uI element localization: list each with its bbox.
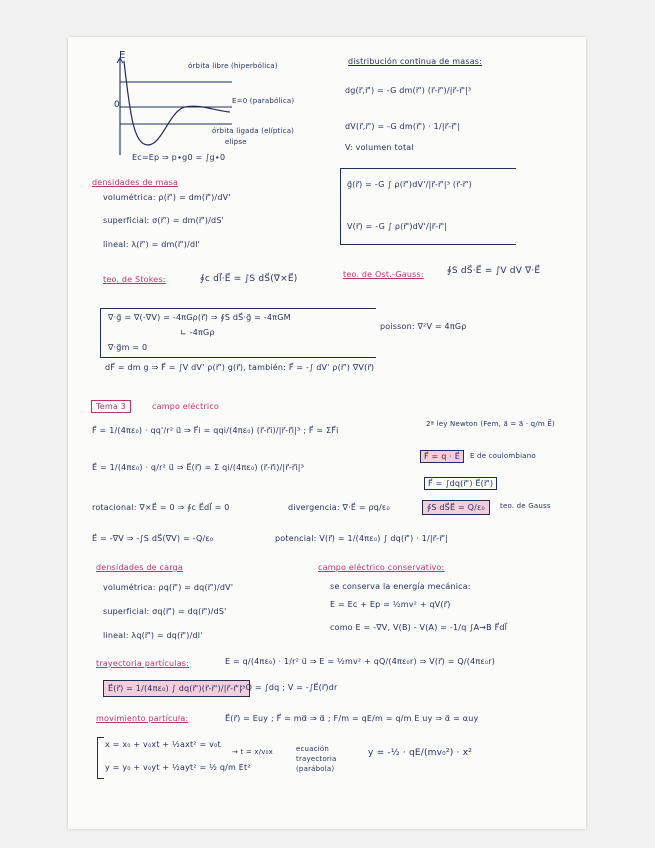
trayectoria-heading: trayectoria partículas: bbox=[96, 659, 190, 668]
movimiento-eq: E⃗(r⃗) = Euy ; F⃗ = mα⃗ ⇒ α⃗ ; F/m = qE/m = q/m E uy ⇒ α⃗ = αuy bbox=[225, 714, 479, 723]
motion-x: x = x₀ + v₀xt + ½axt² = v₀t bbox=[105, 740, 221, 749]
e-zero-label: E=0 (parabólica) bbox=[232, 97, 295, 105]
divergence-line1b: ∟ -4πGρ bbox=[180, 328, 215, 337]
tema3-tag: Tema 3 bbox=[91, 400, 131, 413]
densidad-lineal: lineal: λ(r⃗') = dm(r⃗')/dl' bbox=[103, 240, 201, 249]
trayectoria-final-equation: y = -½ · qE/(mv₀²) · x² bbox=[368, 748, 473, 758]
force-charge-box: F⃗ = q · E⃗ bbox=[420, 450, 464, 463]
motion-y: y = y₀ + v₀yt + ½ayt² = ½ q/m Et² bbox=[105, 763, 251, 772]
motion-t: → t = x/v₀x bbox=[232, 748, 273, 756]
densidades-masa-heading: densidades de masa bbox=[92, 178, 179, 187]
densidad-superficial: superficial: σ(r⃗') = dm(r⃗')/dS' bbox=[103, 216, 224, 225]
field-integral-box: E⃗(r⃗) = 1/(4πε₀) ∫ dq(r⃗')(r⃗-r⃗')/|r⃗-r⃗'|³ bbox=[103, 680, 250, 697]
stokes-equation: ∮c dl⃗·E⃗ = ∫S dS⃗(∇×E⃗) bbox=[200, 274, 298, 284]
coulomb-note: E de coulombiano bbox=[470, 452, 536, 460]
dv-equation: dV(r⃗,r⃗') = -G dm(r⃗') · 1/|r⃗-r⃗'| bbox=[345, 122, 461, 131]
motion-brace bbox=[97, 737, 104, 779]
trayectoria-eq2: ; Q = ∫dq ; V = -∫E⃗(r⃗)dr bbox=[240, 683, 338, 692]
conservativo-line1: se conserva la energía mecánica: bbox=[330, 582, 471, 591]
conservativo-heading: campo eléctrico conservativo: bbox=[318, 563, 445, 572]
tema3-title: campo eléctrico bbox=[152, 402, 220, 411]
poisson-equation: poisson: ∇²V = 4πGρ bbox=[380, 322, 467, 331]
gauss-law-box: ∮S dS⃗E⃗ = Q/ε₀ bbox=[422, 500, 490, 515]
g-field-integral: g⃗(r⃗) = -G ∫ ρ(r⃗')dV'/|r⃗-r⃗'|³ (r⃗-r⃗') bbox=[347, 180, 472, 189]
carga-superficial: superficial: σq(r⃗') = dq(r⃗')/dS' bbox=[103, 607, 227, 616]
potential-energy-plot bbox=[110, 55, 235, 165]
divergence-line1: ∇·g⃗ = ∇(-∇V) = -4πGρ(r⃗) ⇒ ∮S dS⃗·g⃗ = -4πGM bbox=[108, 313, 291, 322]
potencial-integral: potencial: V(r⃗) = 1/(4πε₀) ∫ dq(r⃗') · 1/|r⃗-r⃗'| bbox=[275, 534, 449, 543]
plot-bottom-note: Ec=Ep ⇒ p∙g0 = ∫g∙0 bbox=[132, 153, 226, 162]
conservativo-line3: como E = -∇V, V(B) - V(A) = -1/q ∫A→B F⃗dl⃗ bbox=[330, 623, 508, 632]
volumen-note: V: volumen total bbox=[345, 143, 414, 152]
v-field-integral: V(r⃗) = -G ∫ ρ(r⃗')dV'/|r⃗-r⃗'| bbox=[347, 222, 448, 231]
divergencia-equation: divergencia: ∇·E⃗ = ρq/ε₀ bbox=[288, 503, 390, 512]
densidad-volumetrica: volumétrica: ρ(r⃗') = dm(r⃗')/dV' bbox=[103, 193, 231, 202]
axis-e-label: E bbox=[119, 50, 126, 61]
force-integral: dF⃗ = dm g ⇒ F⃗ = ∫V dV' ρ(r⃗') g(r⃗), también: F⃗ = -∫ dV' ρ(r⃗') ∇V(r⃗) bbox=[105, 363, 375, 372]
gauss-theorem-equation: ∮S dS⃗·E⃗ = ∫V dV ∇·E⃗ bbox=[447, 266, 541, 276]
orbita-ligada-label: órbita ligada (elíptica) bbox=[212, 127, 295, 135]
carga-volumetrica: volumétrica: ρq(r⃗') = dq(r⃗')/dV' bbox=[103, 583, 234, 592]
trayectoria-eq1: E = q/(4πε₀) · 1/r² u⃗ ⇒ E = ½mv² + qQ/(4πε₀r) ⇒ V(r⃗) = Q/(4πε₀r) bbox=[225, 657, 496, 666]
divergence-line2: ∇·g⃗m = 0 bbox=[108, 343, 148, 352]
carga-lineal: lineal: λq(r⃗') = dq(r⃗')/dl' bbox=[103, 631, 203, 640]
axis-zero-label: 0 bbox=[114, 100, 120, 110]
stokes-label: teo. de Stokes: bbox=[103, 275, 166, 284]
orbita-ligada-line2: elipse bbox=[225, 138, 247, 146]
rotacional-equation: rotacional: ∇×E⃗ = 0 ⇒ ∮c E⃗dl⃗ = 0 bbox=[92, 503, 230, 512]
gauss-theorem-label: teo. de Ost.-Gauss: bbox=[343, 270, 424, 279]
movimiento-heading: movimiento partícula: bbox=[96, 714, 189, 723]
force-integral-box: F⃗ = ∫dq(r⃗') E⃗(r⃗') bbox=[424, 477, 497, 490]
densidades-carga-heading: densidades de carga bbox=[96, 563, 183, 572]
gauss-law-note: teo. de Gauss bbox=[500, 502, 551, 510]
distribucion-heading: distribución continua de masas: bbox=[348, 57, 483, 66]
conservativo-line2: E = Ec + Ep = ½mv² + qV(r⃗) bbox=[330, 600, 451, 609]
newton-note: 2ª ley Newton (Fem, a⃗ = a⃗ · q/m E⃗) bbox=[426, 420, 555, 428]
ecuacion-trayectoria-label: ecuación trayectoria (parábola) bbox=[296, 745, 337, 773]
dg-equation: dg(r⃗,r⃗') = -G dm(r⃗') (r⃗-r⃗')/|r⃗-r⃗'|³ bbox=[345, 86, 472, 95]
coulomb-force: F⃗ = 1/(4πε₀) · qq'/r² u⃗ ⇒ F⃗i = qqi/(4πε₀) (r⃗-r⃗i)/|r⃗-r⃗i|³ ; F⃗ = ΣF⃗i bbox=[92, 426, 339, 435]
potential-gauss-line: E⃗ = -∇V ⇒ -∫S dS⃗(∇V) = -Q/ε₀ bbox=[92, 534, 214, 543]
coulomb-field: E⃗ = 1/(4πε₀) · q/r² u⃗ ⇒ E⃗(r⃗) = Σ qi/(4πε₀) (r⃗-r⃗i)/|r⃗-r⃗i|³ bbox=[92, 463, 305, 472]
orbita-libre-label: órbita libre (hiperbólica) bbox=[188, 62, 278, 70]
